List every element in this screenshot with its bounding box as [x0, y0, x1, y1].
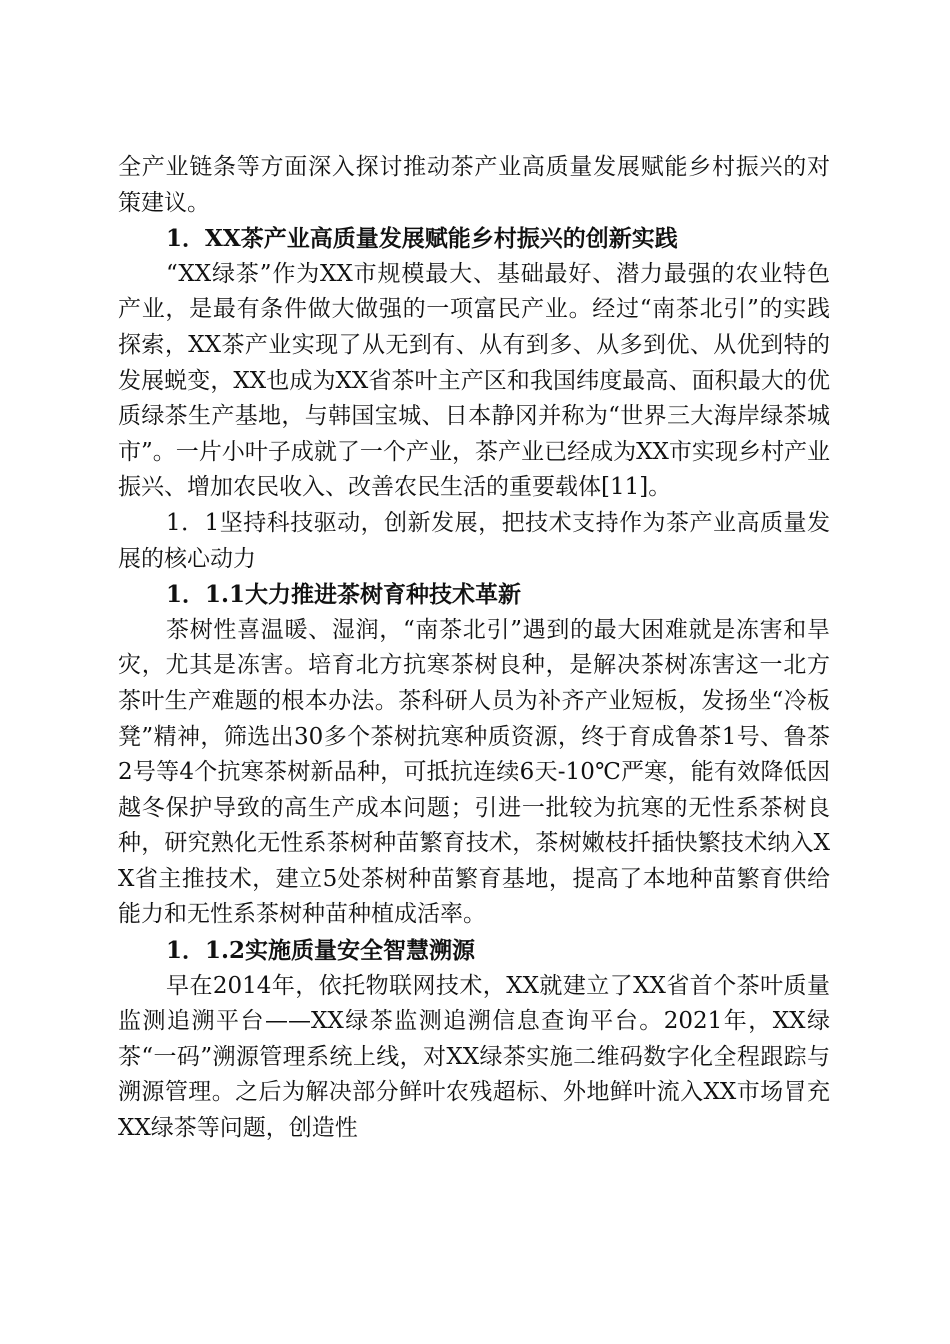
subsection-heading-1-1-1: 1．1.1大力推进茶树育种技术革新 — [166, 581, 522, 609]
paragraph-1-1-2: 早在2014年，依托物联网技术，XX就建立了XX省首个茶叶质量监测追溯平台——XX绿茶监测追溯信息查询平台。2021年，XX绿茶“一码”溯源管理系统上线，对XX绿茶实施二维码数字化全程跟踪与溯源管理。之后为解决部分鲜叶农残超标、外地鲜叶流入XX市场冒充XX绿茶等问题，创造性 — [118, 972, 830, 1142]
section-heading-1: 1．XX茶产业高质量发展赋能乡村振兴的创新实践 — [166, 225, 678, 253]
subsection-heading-1-1: 1．1坚持科技驱动，创新发展，把技术支持作为茶产业高质量发展的核心动力 — [118, 509, 830, 572]
document-body — [118, 150, 830, 1147]
subsection-heading-1-1-2: 1．1.2实施质量安全智慧溯源 — [166, 937, 476, 965]
paragraph-section-1: “XX绿茶”作为XX市规模最大、基础最好、潜力最强的农业特色产业，是最有条件做大做强的一项富民产业。经过“南茶北引”的实践探索，XX茶产业实现了从无到有、从有到多、从多到优、从优到特的发展蜕变，XX也成为XX省茶叶主产区和我国纬度最高、面积最大的优质绿茶生产基地，与韩国宝城、日本静冈并称为“世界三大海岸绿茶城市”。一片小叶子成就了一个产业，茶产业已经成为XX市实现乡村产业振兴、增加农民收入、改善农民生活的重要载体[11]。 — [118, 260, 830, 501]
paragraph-intro-continuation: 全产业链条等方面深入探讨推动茶产业高质量发展赋能乡村振兴的对策建议。 — [118, 154, 830, 216]
paragraph-1-1-1: 茶树性喜温暖、湿润，“南茶北引”遇到的最大困难就是冻害和旱灾，尤其是冻害。培育北方抗寒茶树良种，是解决茶树冻害这一北方茶叶生产难题的根本办法。茶科研人员为补齐产业短板，发扬坐“冷板凳”精神，筛选出30多个茶树抗寒种质资源，终于育成鲁茶1号、鲁茶2号等4个抗寒茶树新品种，可抵抗连续6天-10℃严寒，能有效降低因越冬保护导致的高生产成本问题；引进一批较为抗寒的无性系茶树良种，研究熟化无性系茶树种苗繁育技术，茶树嫩枝扦插快繁技术纳入XX省主推技术，建立5处茶树种苗繁育基地，提高了本地种苗繁育供给能力和无性系茶树种苗种植成活率。 — [118, 616, 830, 928]
